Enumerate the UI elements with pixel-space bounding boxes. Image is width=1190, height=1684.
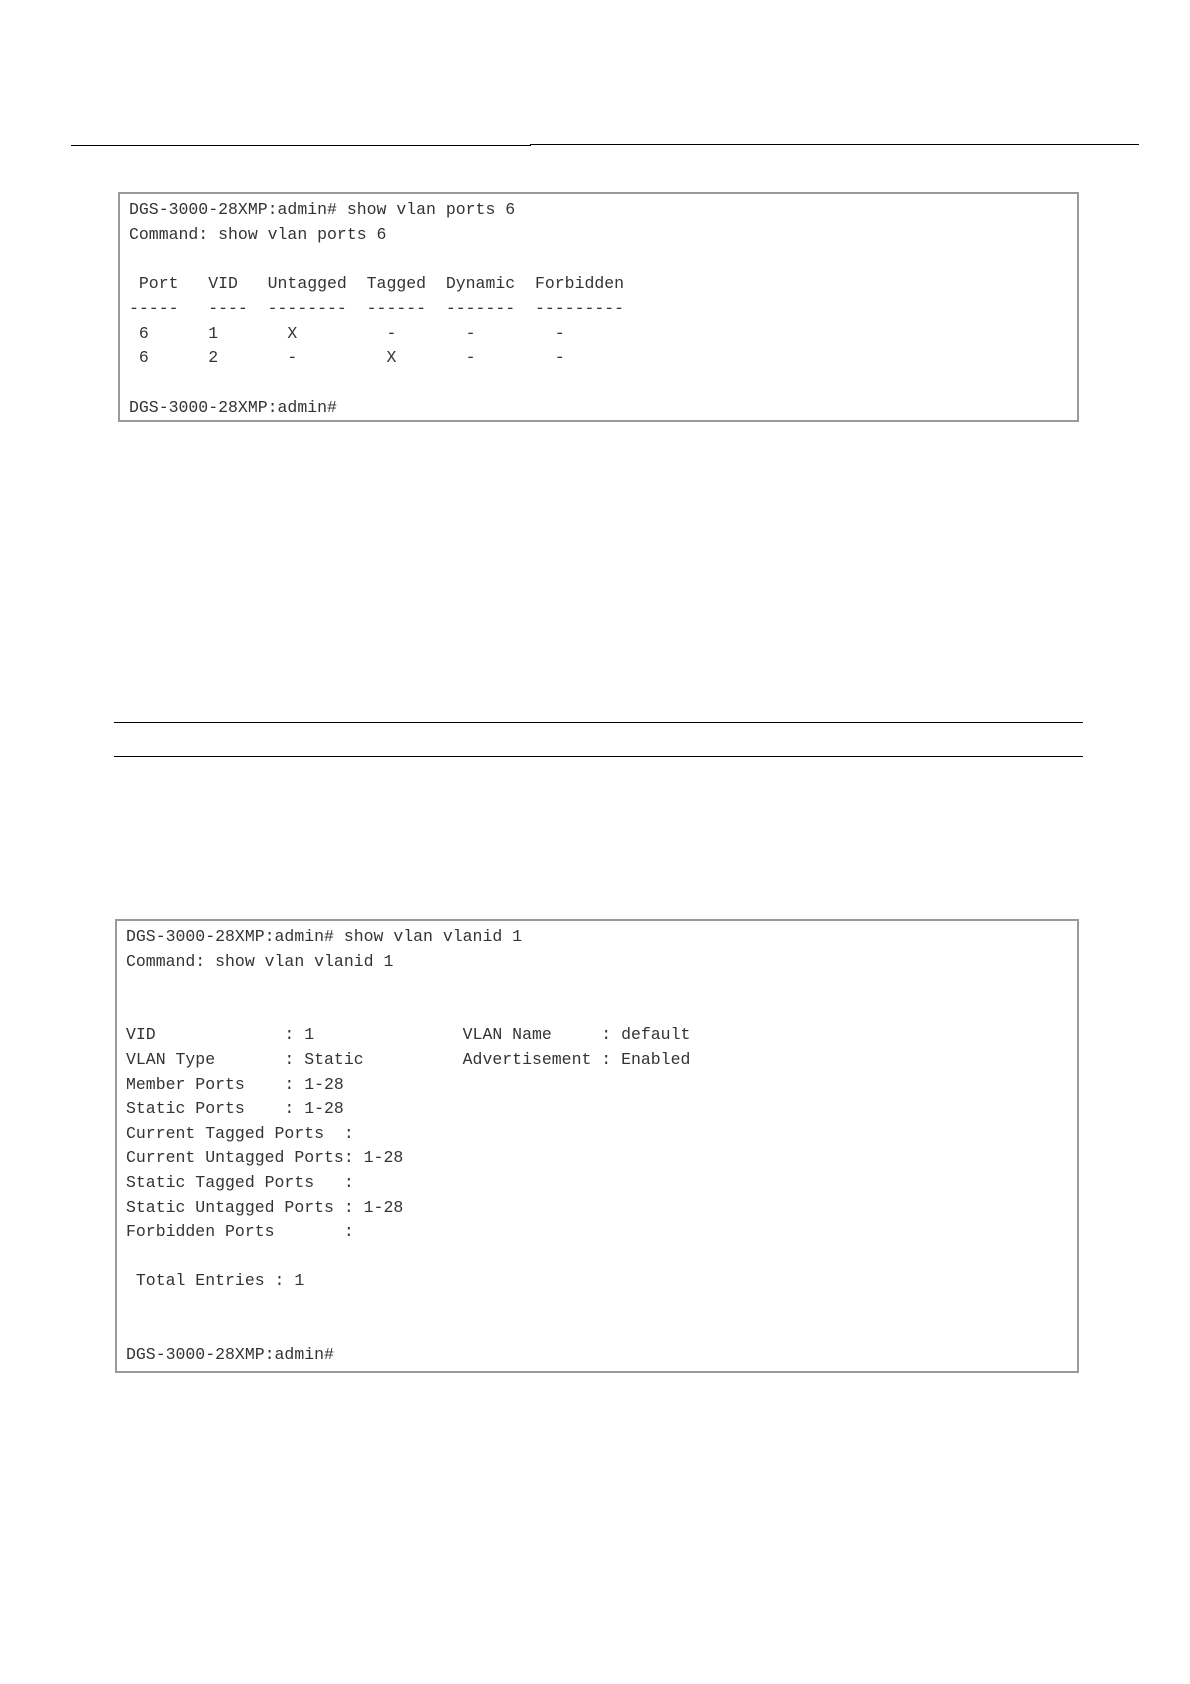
console-text: [129, 198, 624, 420]
section-rule: [114, 722, 1083, 723]
vlan-field-line: Current Tagged Ports :: [126, 1123, 354, 1143]
console-prompt: DGS-3000-28XMP:admin#: [129, 397, 337, 417]
header-rule: [530, 144, 1139, 145]
table-row: 6 2 - X - -: [129, 348, 565, 368]
vlan-field-line: Current Untagged Ports: 1-28: [126, 1148, 404, 1168]
vlan-field-line: Static Tagged Ports :: [126, 1172, 354, 1192]
vlan-field-line: Static Untagged Ports : 1-28: [126, 1197, 404, 1217]
console-output-show-vlan-vlanid: [115, 919, 1079, 1373]
table-header-line: Port VID Untagged Tagged Dynamic Forbidden: [129, 274, 625, 294]
console-output-show-vlan-ports: [118, 192, 1079, 422]
vlan-field-line: VLAN Type : Static Advertisement : Enabled: [126, 1049, 691, 1069]
table-row: 6 1 X - - -: [129, 323, 565, 343]
section-rule: [114, 756, 1083, 757]
console-line: Command: show vlan vlanid 1: [126, 951, 394, 971]
total-entries-line: Total Entries : 1: [126, 1271, 305, 1291]
vlan-field-line: Static Ports : 1-28: [126, 1099, 344, 1119]
vlan-field-line: Forbidden Ports :: [126, 1222, 354, 1242]
console-prompt: DGS-3000-28XMP:admin#: [126, 1345, 334, 1365]
console-line: DGS-3000-28XMP:admin# show vlan vlanid 1: [126, 927, 523, 946]
console-line: Command: show vlan ports 6: [129, 224, 387, 244]
vlan-field-line: VID : 1 VLAN Name : default: [126, 1025, 691, 1045]
table-separator-line: ----- ---- -------- ------ ------- ---------: [129, 298, 625, 318]
console-text: [126, 925, 690, 1368]
console-line: DGS-3000-28XMP:admin# show vlan ports 6: [129, 200, 516, 219]
vlan-field-line: Member Ports : 1-28: [126, 1074, 344, 1094]
header-rule: [71, 145, 531, 146]
